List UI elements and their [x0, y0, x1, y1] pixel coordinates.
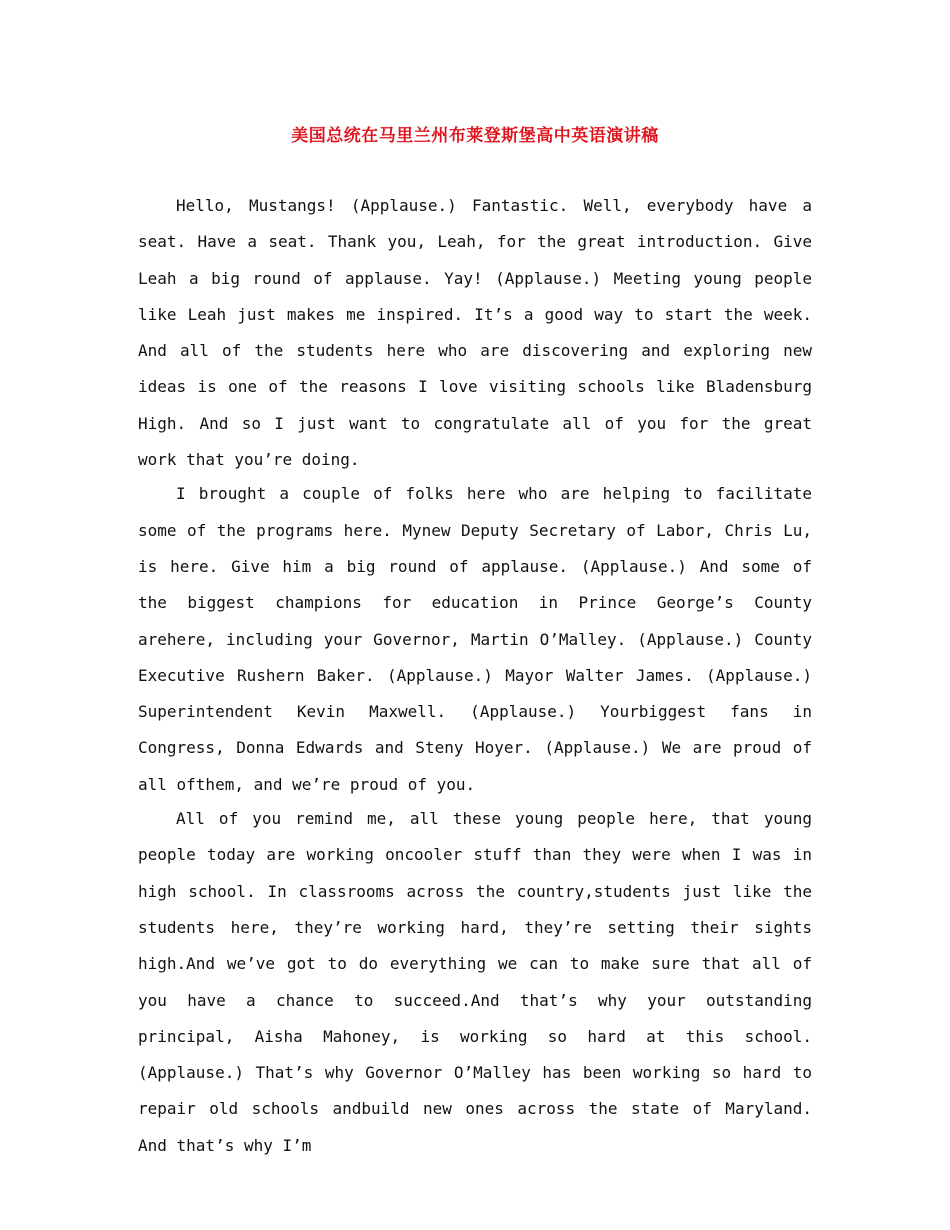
paragraph-2: I brought a couple of folks here who are helping to facilitate some of the programs here. Mynew Deputy Secretary of Labor, Chris Lu, is here. Give him a big round of applause. (Applause.) And some of the biggest champions for education in Prince George’s County arehere, including your Governor, Martin O’Malley. (Applause.) County Executive Rushern Baker. (Applause.) Mayor Walter James. (Applause.) Superintendent Kevin Maxwell. (Applause.) Yourbiggest fans in Congress, Donna Edwards and Steny Hoyer. (Applause.) We are proud of all ofthem, and we’re proud of you. [138, 484, 812, 794]
document-title: 美国总统在马里兰州布莱登斯堡高中英语演讲稿 [291, 126, 659, 146]
paragraph-1: Hello, Mustangs! (Applause.) Fantastic. Well, everybody have a seat. Have a seat. Thank you, Leah, for the great introduction. Give Leah a big round of applause. Yay! (Applause.) Meeting young people like Leah just makes me inspired. It’s a good way to start the week. And all of the students here who are discovering and exploring new ideas is one of the reasons I love visiting schools like Bladensburg High. And so I just want to congratulate all of you for the great work that you’re doing. [138, 196, 812, 470]
document-body [138, 188, 812, 1162]
paragraph-3: All of you remind me, all these young people here, that young people today are working oncooler stuff than they were when I was in high school. In classrooms across the country,students just like the students here, they’re working hard, they’re setting their sights high.And we’ve got to do everything we can to make sure that all of you have a chance to succeed.And that’s why your outstanding principal, Aisha Mahoney, is working so hard at this school. (Applause.) That’s why Governor O’Malley has been working so hard to repair old schools andbuild new ones across the state of Maryland. And that’s why I’m [138, 809, 812, 1155]
